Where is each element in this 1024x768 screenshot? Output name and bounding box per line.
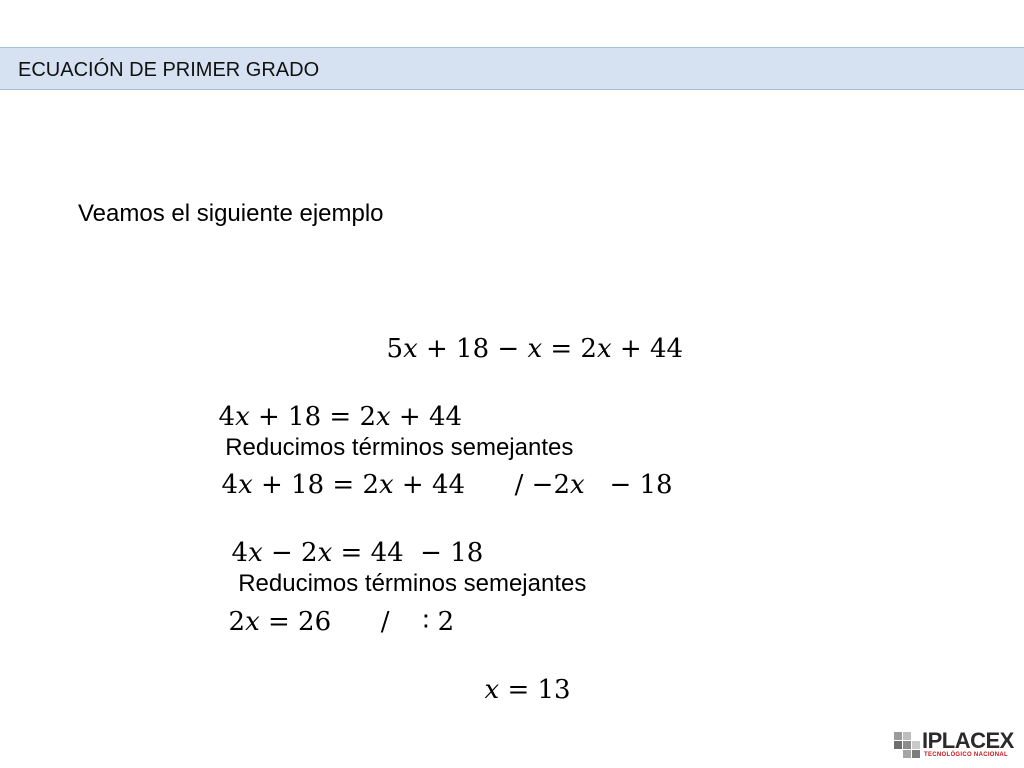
slide-title: ECUACIÓN DE PRIMER GRADO (18, 59, 320, 81)
equation-math: 5𝑥 + 18 − 𝑥 = 2𝑥 + 44 (386, 334, 684, 364)
slide-title-bar (0, 47, 1024, 90)
equation-math: 4𝑥 + 18 = 2𝑥 + 44 (218, 402, 463, 432)
logo-wordmark: IPLACEX (922, 728, 1014, 753)
equation-math: 4𝑥 + 18 = 2𝑥 + 44 / −2𝑥 − 18 (221, 470, 673, 500)
equation-line-6 (468, 645, 571, 705)
intro-text: Veamos el siguiente ejemplo (78, 200, 384, 227)
equation-line-5 (212, 577, 454, 637)
logo-tagline: TECNOLÓGICO NACIONAL (924, 752, 1008, 758)
equation-note: Reducimos términos semejantes (218, 434, 574, 461)
equation-math: 2𝑥 = 26 / ∶ 2 (228, 607, 455, 637)
logo-mark-icon (894, 732, 920, 758)
equation-line-1 (370, 304, 683, 364)
equation-math: 𝑥 = 13 (484, 675, 571, 705)
equation-math: 4𝑥 − 2𝑥 = 44 − 18 (231, 538, 484, 568)
iplacex-logo (894, 728, 1018, 762)
equation-line-3 (205, 440, 673, 500)
equation-note: Reducimos términos semejantes (231, 570, 587, 597)
